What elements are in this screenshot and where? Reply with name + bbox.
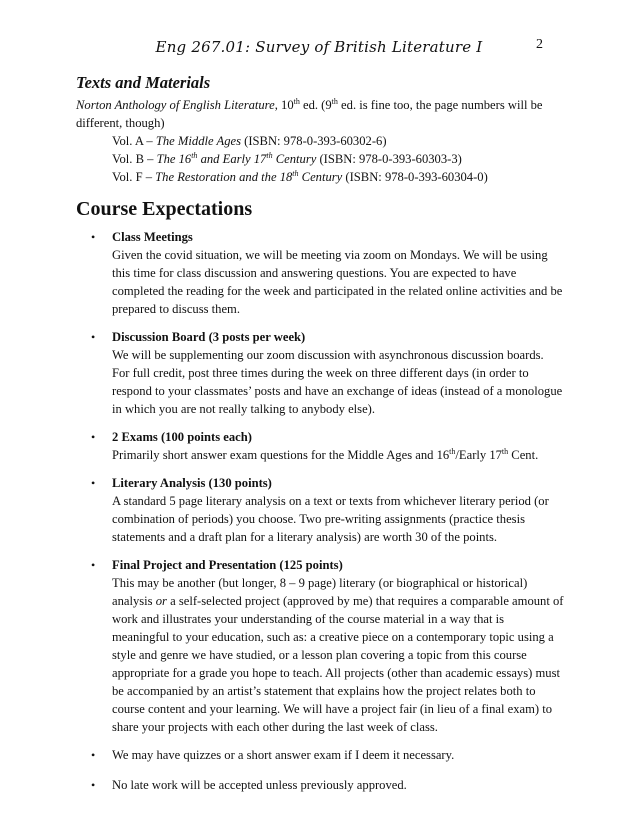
expectation-body: Given the covid situation, we will be meeting via zoom on Mondays. We will be using this time for class discussion and answering questions. You are expected to have completed the reading for the week and participated in the related online activities and be prepared to discuss them. bbox=[112, 248, 563, 316]
exam-text-1: Primarily short answer exam questions for the Middle Ages and 16 bbox=[112, 448, 450, 462]
final-project-emphasis: or bbox=[155, 594, 167, 608]
volume-title-part: Century bbox=[298, 170, 343, 184]
volume-list bbox=[76, 132, 564, 186]
volume-title-sup: th bbox=[191, 150, 198, 160]
exam-text-3: Cent. bbox=[508, 448, 539, 462]
page-number: 2 bbox=[536, 37, 543, 52]
intro-text-2: ed. (9 bbox=[299, 98, 332, 112]
intro-text-3: ed. is fine too, the page numbers will be different, though) bbox=[76, 98, 543, 130]
volume-isbn: (ISBN: 978-0-393-60303-3) bbox=[316, 152, 462, 166]
exam-sup-2: th bbox=[501, 446, 509, 456]
expectation-body: A standard 5 page literary analysis on a text or texts from whichever literary period (or combination of periods) you choose. Two pre-writing assignments (practice thesis statements and a draft plan for a literary analysis) are worth 30 of the points. bbox=[112, 494, 549, 544]
expectation-body bbox=[112, 446, 564, 464]
volume-item-b bbox=[112, 150, 564, 168]
expectation-discussion-board bbox=[76, 328, 564, 418]
volume-title-sup: th bbox=[292, 168, 299, 178]
texts-intro bbox=[76, 96, 564, 132]
expectation-exams bbox=[76, 428, 564, 464]
bullet-icon: • bbox=[91, 476, 96, 490]
final-project-text-1: This may be another (but longer, 8 – 9 page) literary (or biographical or historical) analysis bbox=[112, 576, 528, 608]
volume-title bbox=[156, 134, 241, 148]
expectation-text: No late work will be accepted unless previously approved. bbox=[112, 778, 407, 792]
intro-text-1: , 10 bbox=[274, 98, 294, 112]
volume-isbn: (ISBN: 978-0-393-60302-6) bbox=[241, 134, 387, 148]
expectation-text: We may have quizzes or a short answer exam if I deem it necessary. bbox=[112, 748, 455, 762]
expectation-title: Discussion Board (3 posts per week) bbox=[112, 330, 306, 344]
bullet-icon: • bbox=[91, 778, 96, 792]
page-content bbox=[76, 74, 564, 806]
volume-isbn: (ISBN: 978-0-393-60304-0) bbox=[342, 170, 488, 184]
bullet-icon: • bbox=[91, 558, 96, 572]
bullet-icon: • bbox=[91, 330, 96, 344]
course-expectations-heading: Course Expectations bbox=[76, 198, 253, 220]
volume-title-sup: th bbox=[266, 150, 273, 160]
volume-title bbox=[155, 170, 342, 184]
volume-title-part: The Restoration and the 18 bbox=[155, 170, 293, 184]
expectation-final-project bbox=[76, 556, 564, 736]
volume-title-part: The 16 bbox=[156, 152, 192, 166]
volume-item-f bbox=[112, 168, 564, 186]
final-project-text-2: a self-selected project (approved by me) that requires a comparable amount of work and illustrates your understanding of the course material in a way that is meaningful to your education, such as: a creative piece on a contemporary topic using a style and genre we have studied, or a lesson plan covering a topic from this course appropriate for a grade you hope to teach. All projects (other than academic essays) must be accompanied by an artist’s statement that explains how the project relates both to course content and your learning. We will have a project fair (in lieu of a final exam) to share your projects with each other during the last week of class. bbox=[112, 594, 564, 734]
volume-item-a bbox=[112, 132, 564, 150]
intro-sup-1: th bbox=[293, 96, 300, 106]
volume-prefix: Vol. B – bbox=[112, 152, 157, 166]
bullet-icon: • bbox=[91, 430, 96, 444]
intro-sup-2: th bbox=[331, 96, 338, 106]
volume-prefix: Vol. F – bbox=[112, 170, 156, 184]
expectation-body bbox=[112, 574, 564, 736]
volume-title bbox=[157, 152, 317, 166]
expectation-late-work bbox=[76, 776, 564, 794]
expectation-literary-analysis bbox=[76, 474, 564, 546]
anthology-title: Norton Anthology of English Literature bbox=[76, 98, 275, 112]
volume-title-part: Century bbox=[272, 152, 317, 166]
expectation-quizzes bbox=[76, 746, 564, 764]
expectation-title: 2 Exams (100 points each) bbox=[112, 430, 252, 444]
texts-materials-heading: Texts and Materials bbox=[76, 73, 211, 92]
expectations-list bbox=[76, 228, 564, 794]
expectation-title: Class Meetings bbox=[112, 230, 193, 244]
expectation-class-meetings bbox=[76, 228, 564, 318]
expectation-title: Literary Analysis (130 points) bbox=[112, 476, 272, 490]
bullet-icon: • bbox=[91, 230, 96, 244]
exam-sup-1: th bbox=[449, 446, 456, 456]
volume-prefix: Vol. A – bbox=[112, 134, 156, 148]
expectation-body: We will be supplementing our zoom discussion with asynchronous discussion boards. For full credit, post three times during the week on three different days (in order to respond to your classmates’ posts and have an exchange of ideas (instead of a monologue in which you are not really talking to anybody else). bbox=[112, 348, 563, 416]
volume-title-part: The Middle Ages bbox=[155, 134, 241, 148]
exam-text-2: /Early 17 bbox=[455, 448, 502, 462]
expectation-title: Final Project and Presentation (125 points) bbox=[112, 558, 343, 572]
page-header-title: Eng 267.01: Survey of British Literature I bbox=[155, 38, 483, 56]
volume-title-part: and Early 17 bbox=[197, 152, 267, 166]
bullet-icon: • bbox=[91, 748, 96, 762]
